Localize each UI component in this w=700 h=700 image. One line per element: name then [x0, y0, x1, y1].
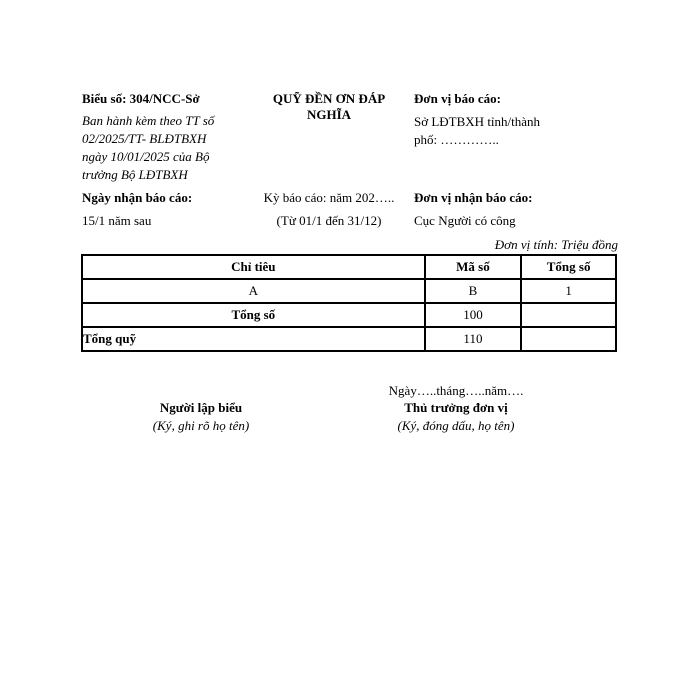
- document-title-line-2: NGHĨA: [306, 107, 352, 122]
- unit-note: Đơn vị tính: Triệu đồng: [494, 237, 618, 252]
- issued-with-note: [82, 112, 257, 184]
- reporting-unit-line-1: Sở LĐTBXH tỉnh/thành: [414, 114, 541, 129]
- row-label: A: [82, 279, 425, 303]
- row-label: Tổng quỹ: [82, 327, 425, 351]
- report-period: Kỳ báo cáo: năm 202…..: [263, 190, 395, 205]
- preparer-note: (Ký, ghi rõ họ tên): [152, 418, 250, 433]
- row-total: [521, 327, 616, 351]
- received-date-label: Ngày nhận báo cáo:: [82, 190, 193, 205]
- date-line: Ngày…..tháng…..năm….: [388, 383, 524, 398]
- row-total: [521, 303, 616, 327]
- issued-with-line-4: trưởng Bộ LĐTBXH: [82, 167, 188, 182]
- row-code: 100: [425, 303, 522, 327]
- document-title-line-1: QUỸ ĐỀN ƠN ĐÁP: [272, 91, 386, 106]
- header-indicator: Chỉ tiêu: [82, 255, 425, 279]
- header-code: Mã số: [425, 255, 522, 279]
- form-number: Biểu số: 304/NCC-Sở: [82, 91, 200, 106]
- row-label: Tổng số: [82, 303, 425, 327]
- row-total: 1: [521, 279, 616, 303]
- receiving-unit-value: Cục Người có công: [414, 213, 516, 228]
- table-row: [82, 303, 616, 327]
- reporting-unit-value: [414, 113, 584, 149]
- table-row: [82, 279, 616, 303]
- table-header-row: [82, 255, 616, 279]
- document-title: [250, 91, 408, 123]
- issued-with-line-2: 02/2025/TT- BLĐTBXH: [82, 131, 207, 146]
- report-table: [81, 254, 617, 352]
- reporting-unit-line-2: phố: …………..: [414, 132, 499, 147]
- preparer-title: Người lập biểu: [159, 400, 243, 415]
- issued-with-line-3: ngày 10/01/2025 của Bộ: [82, 149, 210, 164]
- report-period-range: (Từ 01/1 đến 31/12): [276, 213, 382, 228]
- receiving-unit-label: Đơn vị nhận báo cáo:: [414, 190, 533, 205]
- issued-with-line-1: Ban hành kèm theo TT số: [82, 113, 215, 128]
- head-title: Thủ trưởng đơn vị: [404, 400, 508, 415]
- head-note: (Ký, đóng dấu, họ tên): [397, 418, 515, 433]
- header-total: Tổng số: [521, 255, 616, 279]
- row-code: B: [425, 279, 522, 303]
- row-code: 110: [425, 327, 522, 351]
- received-date-value: 15/1 năm sau: [82, 213, 152, 228]
- reporting-unit-label: Đơn vị báo cáo:: [414, 91, 502, 106]
- table-row: [82, 327, 616, 351]
